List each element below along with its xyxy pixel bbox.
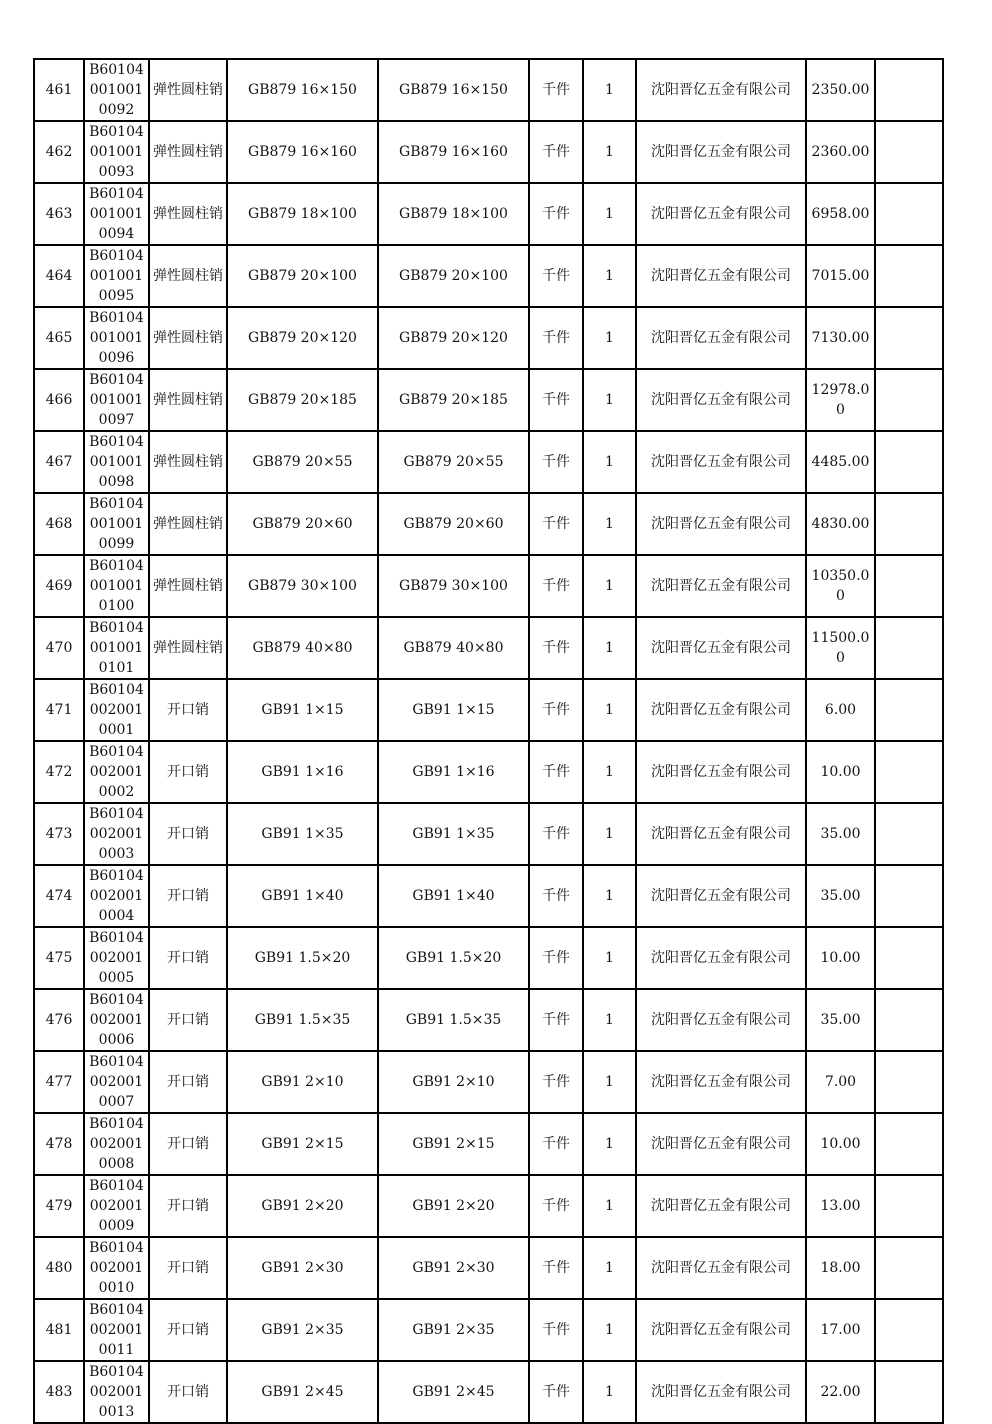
material-name-cell: 开口销 bbox=[149, 679, 227, 741]
quantity-cell: 1 bbox=[583, 369, 636, 431]
row-number-cell: 477 bbox=[34, 1051, 84, 1113]
supplier-cell: 沈阳晋亿五金有限公司 bbox=[636, 183, 806, 245]
unit-cell: 千件 bbox=[529, 307, 583, 369]
material-name-cell: 开口销 bbox=[149, 1113, 227, 1175]
row-number-cell: 475 bbox=[34, 927, 84, 989]
quantity-cell: 1 bbox=[583, 431, 636, 493]
unit-cell: 千件 bbox=[529, 555, 583, 617]
specification-cell: GB91 1×35 bbox=[227, 803, 378, 865]
material-name-cell: 弹性圆柱销 bbox=[149, 183, 227, 245]
material-name-cell: 开口销 bbox=[149, 741, 227, 803]
material-name-cell: 弹性圆柱销 bbox=[149, 307, 227, 369]
supplier-cell: 沈阳晋亿五金有限公司 bbox=[636, 1175, 806, 1237]
material-code-cell: B601040020010001 bbox=[84, 679, 149, 741]
supplier-cell: 沈阳晋亿五金有限公司 bbox=[636, 741, 806, 803]
remark-cell bbox=[875, 1175, 943, 1237]
row-number-cell: 480 bbox=[34, 1237, 84, 1299]
specification-cell: GB91 1×15 bbox=[227, 679, 378, 741]
material-name-cell: 弹性圆柱销 bbox=[149, 59, 227, 121]
specification-cell: GB91 1×40 bbox=[227, 865, 378, 927]
table-row bbox=[34, 1299, 943, 1361]
quantity-cell: 1 bbox=[583, 617, 636, 679]
model-cell: GB879 20×185 bbox=[378, 369, 529, 431]
quantity-cell: 1 bbox=[583, 927, 636, 989]
price-cell: 7015.00 bbox=[806, 245, 875, 307]
supplier-cell: 沈阳晋亿五金有限公司 bbox=[636, 617, 806, 679]
material-name-cell: 弹性圆柱销 bbox=[149, 431, 227, 493]
material-name-cell: 弹性圆柱销 bbox=[149, 617, 227, 679]
material-code-cell: B601040010010097 bbox=[84, 369, 149, 431]
model-cell: GB879 40×80 bbox=[378, 617, 529, 679]
unit-cell: 千件 bbox=[529, 1175, 583, 1237]
model-cell: GB91 2×30 bbox=[378, 1237, 529, 1299]
price-cell: 6958.00 bbox=[806, 183, 875, 245]
quantity-cell: 1 bbox=[583, 307, 636, 369]
table-row bbox=[34, 1361, 943, 1423]
table-row bbox=[34, 679, 943, 741]
unit-cell: 千件 bbox=[529, 493, 583, 555]
quantity-cell: 1 bbox=[583, 1175, 636, 1237]
material-code-cell: B601040010010100 bbox=[84, 555, 149, 617]
remark-cell bbox=[875, 183, 943, 245]
model-cell: GB91 1×15 bbox=[378, 679, 529, 741]
quantity-cell: 1 bbox=[583, 1113, 636, 1175]
unit-cell: 千件 bbox=[529, 369, 583, 431]
material-code-cell: B601040020010005 bbox=[84, 927, 149, 989]
unit-cell: 千件 bbox=[529, 1361, 583, 1423]
table-row bbox=[34, 555, 943, 617]
specification-cell: GB91 1.5×20 bbox=[227, 927, 378, 989]
table-row bbox=[34, 245, 943, 307]
material-name-cell: 弹性圆柱销 bbox=[149, 493, 227, 555]
material-code-cell: B601040020010002 bbox=[84, 741, 149, 803]
row-number-cell: 463 bbox=[34, 183, 84, 245]
supplier-cell: 沈阳晋亿五金有限公司 bbox=[636, 679, 806, 741]
remark-cell bbox=[875, 555, 943, 617]
remark-cell bbox=[875, 803, 943, 865]
supplier-cell: 沈阳晋亿五金有限公司 bbox=[636, 865, 806, 927]
row-number-cell: 476 bbox=[34, 989, 84, 1051]
row-number-cell: 478 bbox=[34, 1113, 84, 1175]
price-cell: 10.00 bbox=[806, 927, 875, 989]
row-number-cell: 472 bbox=[34, 741, 84, 803]
row-number-cell: 471 bbox=[34, 679, 84, 741]
specification-cell: GB879 20×185 bbox=[227, 369, 378, 431]
specification-cell: GB879 20×60 bbox=[227, 493, 378, 555]
material-code-cell: B601040010010094 bbox=[84, 183, 149, 245]
specification-cell: GB91 2×35 bbox=[227, 1299, 378, 1361]
remark-cell bbox=[875, 59, 943, 121]
specification-cell: GB879 18×100 bbox=[227, 183, 378, 245]
price-cell: 6.00 bbox=[806, 679, 875, 741]
specification-cell: GB879 40×80 bbox=[227, 617, 378, 679]
unit-cell: 千件 bbox=[529, 617, 583, 679]
model-cell: GB879 20×120 bbox=[378, 307, 529, 369]
table-row bbox=[34, 307, 943, 369]
material-name-cell: 弹性圆柱销 bbox=[149, 369, 227, 431]
row-number-cell: 468 bbox=[34, 493, 84, 555]
material-code-cell: B601040020010004 bbox=[84, 865, 149, 927]
price-cell: 22.00 bbox=[806, 1361, 875, 1423]
row-number-cell: 474 bbox=[34, 865, 84, 927]
remark-cell bbox=[875, 679, 943, 741]
model-cell: GB879 20×100 bbox=[378, 245, 529, 307]
remark-cell bbox=[875, 307, 943, 369]
specification-cell: GB879 20×55 bbox=[227, 431, 378, 493]
specification-cell: GB879 20×100 bbox=[227, 245, 378, 307]
table-row bbox=[34, 1051, 943, 1113]
specification-cell: GB91 2×20 bbox=[227, 1175, 378, 1237]
material-code-cell: B601040020010007 bbox=[84, 1051, 149, 1113]
material-name-cell: 开口销 bbox=[149, 1237, 227, 1299]
remark-cell bbox=[875, 1299, 943, 1361]
specification-cell: GB879 16×160 bbox=[227, 121, 378, 183]
row-number-cell: 467 bbox=[34, 431, 84, 493]
row-number-cell: 483 bbox=[34, 1361, 84, 1423]
quantity-cell: 1 bbox=[583, 1237, 636, 1299]
material-code-cell: B601040020010006 bbox=[84, 989, 149, 1051]
row-number-cell: 464 bbox=[34, 245, 84, 307]
table-row bbox=[34, 803, 943, 865]
model-cell: GB879 20×60 bbox=[378, 493, 529, 555]
price-cell: 10.00 bbox=[806, 1113, 875, 1175]
model-cell: GB91 1×35 bbox=[378, 803, 529, 865]
row-number-cell: 466 bbox=[34, 369, 84, 431]
specification-cell: GB91 1.5×35 bbox=[227, 989, 378, 1051]
model-cell: GB91 1.5×20 bbox=[378, 927, 529, 989]
row-number-cell: 461 bbox=[34, 59, 84, 121]
model-cell: GB879 20×55 bbox=[378, 431, 529, 493]
price-cell: 35.00 bbox=[806, 989, 875, 1051]
remark-cell bbox=[875, 617, 943, 679]
specification-cell: GB91 2×15 bbox=[227, 1113, 378, 1175]
unit-cell: 千件 bbox=[529, 121, 583, 183]
row-number-cell: 462 bbox=[34, 121, 84, 183]
supplier-cell: 沈阳晋亿五金有限公司 bbox=[636, 307, 806, 369]
remark-cell bbox=[875, 1237, 943, 1299]
model-cell: GB879 16×160 bbox=[378, 121, 529, 183]
quantity-cell: 1 bbox=[583, 741, 636, 803]
table-row bbox=[34, 1113, 943, 1175]
quantity-cell: 1 bbox=[583, 989, 636, 1051]
material-name-cell: 弹性圆柱销 bbox=[149, 245, 227, 307]
quantity-cell: 1 bbox=[583, 803, 636, 865]
remark-cell bbox=[875, 121, 943, 183]
remark-cell bbox=[875, 1113, 943, 1175]
unit-cell: 千件 bbox=[529, 803, 583, 865]
unit-cell: 千件 bbox=[529, 679, 583, 741]
specification-cell: GB91 2×45 bbox=[227, 1361, 378, 1423]
supplier-cell: 沈阳晋亿五金有限公司 bbox=[636, 369, 806, 431]
material-code-cell: B601040010010092 bbox=[84, 59, 149, 121]
price-cell: 35.00 bbox=[806, 865, 875, 927]
row-number-cell: 473 bbox=[34, 803, 84, 865]
table-row bbox=[34, 121, 943, 183]
price-cell: 35.00 bbox=[806, 803, 875, 865]
remark-cell bbox=[875, 493, 943, 555]
model-cell: GB91 2×45 bbox=[378, 1361, 529, 1423]
supplier-cell: 沈阳晋亿五金有限公司 bbox=[636, 1237, 806, 1299]
remark-cell bbox=[875, 865, 943, 927]
supplier-cell: 沈阳晋亿五金有限公司 bbox=[636, 1113, 806, 1175]
material-code-cell: B601040010010096 bbox=[84, 307, 149, 369]
supplier-cell: 沈阳晋亿五金有限公司 bbox=[636, 1361, 806, 1423]
price-cell: 18.00 bbox=[806, 1237, 875, 1299]
unit-cell: 千件 bbox=[529, 989, 583, 1051]
specification-cell: GB879 16×150 bbox=[227, 59, 378, 121]
price-cell: 10.00 bbox=[806, 741, 875, 803]
price-cell: 12978.00 bbox=[806, 369, 875, 431]
unit-cell: 千件 bbox=[529, 1299, 583, 1361]
remark-cell bbox=[875, 927, 943, 989]
table-row bbox=[34, 741, 943, 803]
specification-cell: GB91 2×30 bbox=[227, 1237, 378, 1299]
supplier-cell: 沈阳晋亿五金有限公司 bbox=[636, 121, 806, 183]
quantity-cell: 1 bbox=[583, 555, 636, 617]
quantity-cell: 1 bbox=[583, 865, 636, 927]
table-row bbox=[34, 865, 943, 927]
unit-cell: 千件 bbox=[529, 927, 583, 989]
remark-cell bbox=[875, 1361, 943, 1423]
unit-cell: 千件 bbox=[529, 431, 583, 493]
remark-cell bbox=[875, 245, 943, 307]
material-code-cell: B601040020010008 bbox=[84, 1113, 149, 1175]
price-cell: 2360.00 bbox=[806, 121, 875, 183]
unit-cell: 千件 bbox=[529, 59, 583, 121]
supplier-cell: 沈阳晋亿五金有限公司 bbox=[636, 245, 806, 307]
quantity-cell: 1 bbox=[583, 1361, 636, 1423]
model-cell: GB879 16×150 bbox=[378, 59, 529, 121]
material-code-cell: B601040010010095 bbox=[84, 245, 149, 307]
unit-cell: 千件 bbox=[529, 865, 583, 927]
model-cell: GB91 2×15 bbox=[378, 1113, 529, 1175]
price-cell: 7130.00 bbox=[806, 307, 875, 369]
unit-cell: 千件 bbox=[529, 1113, 583, 1175]
model-cell: GB91 2×35 bbox=[378, 1299, 529, 1361]
table-row bbox=[34, 927, 943, 989]
unit-cell: 千件 bbox=[529, 741, 583, 803]
material-name-cell: 弹性圆柱销 bbox=[149, 555, 227, 617]
material-name-cell: 开口销 bbox=[149, 1175, 227, 1237]
supplier-cell: 沈阳晋亿五金有限公司 bbox=[636, 989, 806, 1051]
row-number-cell: 481 bbox=[34, 1299, 84, 1361]
material-code-cell: B601040010010099 bbox=[84, 493, 149, 555]
table-row bbox=[34, 1175, 943, 1237]
table-row bbox=[34, 989, 943, 1051]
material-code-cell: B601040010010101 bbox=[84, 617, 149, 679]
quantity-cell: 1 bbox=[583, 1299, 636, 1361]
model-cell: GB91 1×16 bbox=[378, 741, 529, 803]
remark-cell bbox=[875, 1051, 943, 1113]
quantity-cell: 1 bbox=[583, 679, 636, 741]
supplier-cell: 沈阳晋亿五金有限公司 bbox=[636, 555, 806, 617]
supplier-cell: 沈阳晋亿五金有限公司 bbox=[636, 803, 806, 865]
remark-cell bbox=[875, 989, 943, 1051]
price-cell: 7.00 bbox=[806, 1051, 875, 1113]
unit-cell: 千件 bbox=[529, 245, 583, 307]
table-row bbox=[34, 369, 943, 431]
row-number-cell: 479 bbox=[34, 1175, 84, 1237]
material-name-cell: 开口销 bbox=[149, 1361, 227, 1423]
quantity-cell: 1 bbox=[583, 1051, 636, 1113]
remark-cell bbox=[875, 369, 943, 431]
price-cell: 17.00 bbox=[806, 1299, 875, 1361]
price-cell: 4830.00 bbox=[806, 493, 875, 555]
supplier-cell: 沈阳晋亿五金有限公司 bbox=[636, 59, 806, 121]
remark-cell bbox=[875, 431, 943, 493]
row-number-cell: 470 bbox=[34, 617, 84, 679]
quantity-cell: 1 bbox=[583, 245, 636, 307]
table-row bbox=[34, 617, 943, 679]
model-cell: GB91 2×10 bbox=[378, 1051, 529, 1113]
material-name-cell: 弹性圆柱销 bbox=[149, 121, 227, 183]
specification-cell: GB91 2×10 bbox=[227, 1051, 378, 1113]
material-code-cell: B601040020010010 bbox=[84, 1237, 149, 1299]
quantity-cell: 1 bbox=[583, 121, 636, 183]
table-row bbox=[34, 1237, 943, 1299]
material-code-cell: B601040020010013 bbox=[84, 1361, 149, 1423]
unit-cell: 千件 bbox=[529, 1051, 583, 1113]
table-row bbox=[34, 183, 943, 245]
supplier-cell: 沈阳晋亿五金有限公司 bbox=[636, 927, 806, 989]
material-code-cell: B601040010010098 bbox=[84, 431, 149, 493]
supplier-cell: 沈阳晋亿五金有限公司 bbox=[636, 1299, 806, 1361]
material-code-cell: B601040020010003 bbox=[84, 803, 149, 865]
table-row bbox=[34, 493, 943, 555]
price-cell: 11500.00 bbox=[806, 617, 875, 679]
material-code-cell: B601040020010009 bbox=[84, 1175, 149, 1237]
specification-cell: GB91 1×16 bbox=[227, 741, 378, 803]
material-name-cell: 开口销 bbox=[149, 865, 227, 927]
row-number-cell: 469 bbox=[34, 555, 84, 617]
model-cell: GB879 30×100 bbox=[378, 555, 529, 617]
price-cell: 13.00 bbox=[806, 1175, 875, 1237]
remark-cell bbox=[875, 741, 943, 803]
specification-cell: GB879 30×100 bbox=[227, 555, 378, 617]
material-code-cell: B601040010010093 bbox=[84, 121, 149, 183]
material-name-cell: 开口销 bbox=[149, 1299, 227, 1361]
material-name-cell: 开口销 bbox=[149, 803, 227, 865]
quantity-cell: 1 bbox=[583, 493, 636, 555]
price-cell: 2350.00 bbox=[806, 59, 875, 121]
table-body bbox=[34, 59, 943, 1423]
model-cell: GB91 2×20 bbox=[378, 1175, 529, 1237]
price-cell: 4485.00 bbox=[806, 431, 875, 493]
supplier-cell: 沈阳晋亿五金有限公司 bbox=[636, 493, 806, 555]
row-number-cell: 465 bbox=[34, 307, 84, 369]
material-name-cell: 开口销 bbox=[149, 927, 227, 989]
model-cell: GB879 18×100 bbox=[378, 183, 529, 245]
material-name-cell: 开口销 bbox=[149, 1051, 227, 1113]
material-name-cell: 开口销 bbox=[149, 989, 227, 1051]
price-list-table bbox=[33, 58, 944, 1424]
unit-cell: 千件 bbox=[529, 1237, 583, 1299]
table-row bbox=[34, 59, 943, 121]
unit-cell: 千件 bbox=[529, 183, 583, 245]
specification-cell: GB879 20×120 bbox=[227, 307, 378, 369]
price-cell: 10350.00 bbox=[806, 555, 875, 617]
supplier-cell: 沈阳晋亿五金有限公司 bbox=[636, 431, 806, 493]
model-cell: GB91 1×40 bbox=[378, 865, 529, 927]
table-row bbox=[34, 431, 943, 493]
material-code-cell: B601040020010011 bbox=[84, 1299, 149, 1361]
model-cell: GB91 1.5×35 bbox=[378, 989, 529, 1051]
quantity-cell: 1 bbox=[583, 183, 636, 245]
supplier-cell: 沈阳晋亿五金有限公司 bbox=[636, 1051, 806, 1113]
quantity-cell: 1 bbox=[583, 59, 636, 121]
